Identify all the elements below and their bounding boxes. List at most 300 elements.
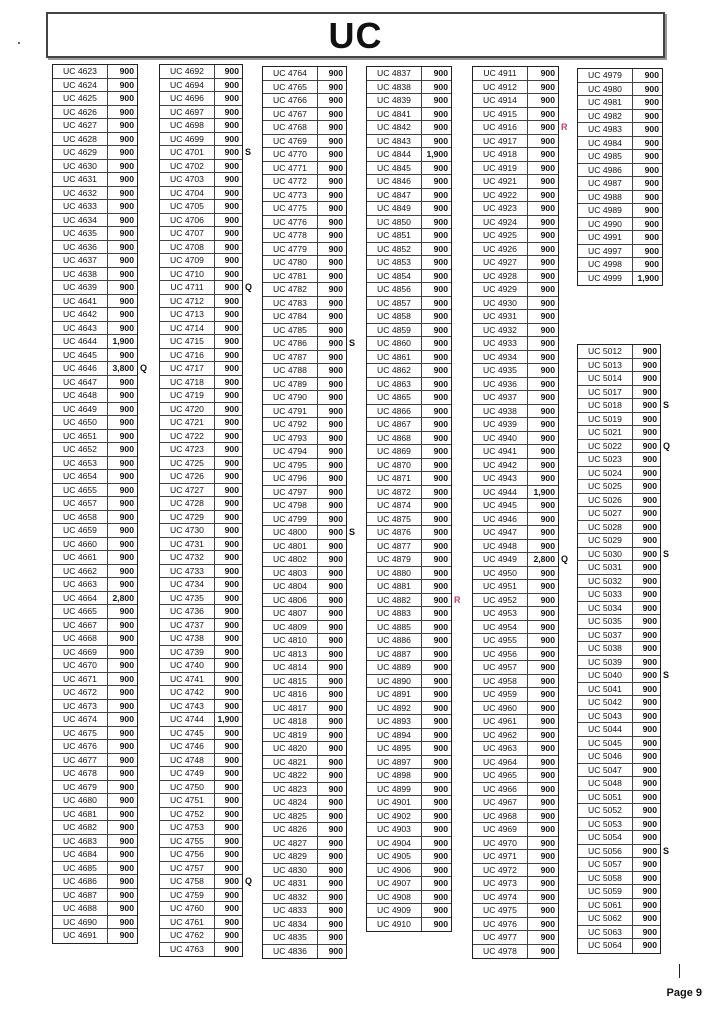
uc-value: 900 <box>328 743 343 753</box>
uc-code: UC 4653 <box>53 457 108 470</box>
table-row <box>53 227 137 241</box>
uc-code: UC 4842 <box>367 121 422 134</box>
uc-value: 900 <box>642 818 657 829</box>
uc-code: UC 4838 <box>367 81 422 94</box>
uc-code: UC 4749 <box>160 767 215 780</box>
uc-code: UC 4745 <box>160 727 215 740</box>
uc-code: UC 4983 <box>578 123 633 136</box>
table-row <box>367 472 451 486</box>
uc-code: UC 4924 <box>473 216 528 229</box>
uc-value: 900 <box>644 178 659 188</box>
table-row <box>263 94 346 108</box>
uc-value: 900 <box>540 122 555 132</box>
table-row <box>578 521 660 535</box>
uc-table <box>472 66 559 959</box>
table-row <box>367 283 451 297</box>
table-row <box>263 607 346 621</box>
uc-code: UC 4663 <box>53 578 108 591</box>
table-row <box>578 123 662 137</box>
uc-code: UC 4910 <box>367 918 422 932</box>
uc-value: 900 <box>328 648 343 659</box>
table-row <box>578 399 660 413</box>
table-row <box>160 227 242 241</box>
uc-code: UC 4889 <box>367 661 422 674</box>
uc-value: 900 <box>433 918 448 929</box>
uc-code: UC 4662 <box>53 565 108 578</box>
uc-value: 900 <box>642 494 657 505</box>
uc-code: UC 4871 <box>367 472 422 485</box>
table-row <box>53 592 137 606</box>
table-row <box>160 160 242 174</box>
uc-code: UC 4934 <box>473 351 528 364</box>
uc-value: 900 <box>328 68 343 78</box>
table-row <box>53 484 137 498</box>
uc-value: 900 <box>540 918 555 929</box>
uc-code: UC 4688 <box>53 902 108 915</box>
uc-code: UC 5022 <box>578 440 633 453</box>
table-row <box>473 418 558 432</box>
uc-value: 900 <box>328 459 343 470</box>
row-annotation-mark: Q <box>140 363 148 373</box>
uc-code: UC 4922 <box>473 189 528 202</box>
uc-value: 900 <box>644 259 659 269</box>
uc-value: 900 <box>540 689 555 699</box>
uc-code: UC 4846 <box>367 175 422 188</box>
table-row <box>53 173 137 187</box>
uc-code: UC 4845 <box>367 162 422 175</box>
uc-code: UC 4980 <box>578 83 633 96</box>
uc-code: UC 4746 <box>160 740 215 753</box>
table-row <box>53 578 137 592</box>
uc-value: 900 <box>224 174 239 184</box>
uc-code: UC 4918 <box>473 148 528 161</box>
uc-value: 900 <box>433 851 448 861</box>
uc-value: 900 <box>119 444 134 454</box>
uc-code: UC 4954 <box>473 621 528 634</box>
uc-value: 900 <box>540 149 555 159</box>
uc-value: 900 <box>224 876 239 886</box>
uc-value: 900 <box>119 538 134 549</box>
uc-code: UC 4674 <box>53 713 108 726</box>
uc-value: 900 <box>328 918 343 929</box>
table-row <box>53 740 137 754</box>
table-row <box>160 65 242 79</box>
table-row <box>367 594 451 608</box>
uc-code: UC 4806 <box>263 594 318 607</box>
table-row <box>263 283 346 297</box>
uc-code: UC 4854 <box>367 270 422 283</box>
uc-code: UC 4791 <box>263 405 318 418</box>
uc-value: 900 <box>328 365 343 375</box>
uc-value: 900 <box>540 743 555 753</box>
table-row <box>53 862 137 876</box>
uc-value: 900 <box>119 376 134 387</box>
uc-value: 900 <box>224 457 239 468</box>
uc-value: 900 <box>540 905 555 915</box>
uc-value: 900 <box>119 781 134 792</box>
uc-value: 900 <box>224 889 239 900</box>
table-row <box>263 189 346 203</box>
row-annotation-mark: S <box>663 548 670 559</box>
uc-value: 900 <box>119 930 134 940</box>
uc-code: UC 4863 <box>367 378 422 391</box>
uc-code: UC 4982 <box>578 110 633 123</box>
uc-code: UC 4967 <box>473 796 528 809</box>
table-row <box>53 133 137 147</box>
uc-value: 900 <box>224 768 239 778</box>
uc-value: 900 <box>328 797 343 807</box>
table-row <box>160 92 242 106</box>
table-row <box>263 702 346 716</box>
uc-value: 900 <box>433 405 448 416</box>
uc-code: UC 4832 <box>263 891 318 904</box>
uc-value: 900 <box>433 878 448 888</box>
uc-value: 900 <box>224 282 239 292</box>
uc-code: UC 4837 <box>367 67 422 80</box>
table-row <box>160 349 242 363</box>
uc-value: 900 <box>119 228 134 238</box>
uc-code: UC 5033 <box>578 588 633 601</box>
uc-value: 900 <box>224 916 239 927</box>
uc-code: UC 4973 <box>473 877 528 890</box>
uc-code: UC 5043 <box>578 710 633 723</box>
uc-value: 900 <box>540 68 555 78</box>
table-row <box>263 256 346 270</box>
uc-code: UC 4893 <box>367 715 422 728</box>
uc-code: UC 4978 <box>473 945 528 959</box>
row-annotation-mark: Q <box>561 554 569 564</box>
uc-value: 900 <box>433 689 448 699</box>
uc-value: 900 <box>540 675 555 686</box>
uc-value: 900 <box>433 108 448 119</box>
uc-value: 900 <box>119 754 134 765</box>
uc-value: 900 <box>540 513 555 524</box>
uc-value: 900 <box>642 926 657 937</box>
uc-value: 900 <box>119 808 134 819</box>
uc-code: UC 4852 <box>367 243 422 256</box>
table-row <box>578 534 660 548</box>
row-annotation-mark: S <box>349 527 356 537</box>
table-row <box>578 588 660 602</box>
uc-value: 900 <box>642 886 657 896</box>
table-row <box>578 272 662 286</box>
table-row <box>263 742 346 756</box>
uc-value: 900 <box>433 81 448 92</box>
uc-value: 900 <box>119 349 134 360</box>
uc-code: UC 4990 <box>578 218 633 231</box>
uc-code: UC 4899 <box>367 783 422 796</box>
table-row <box>263 162 346 176</box>
uc-code: UC 4665 <box>53 605 108 618</box>
table-row <box>578 723 660 737</box>
uc-code: UC 5063 <box>578 926 633 939</box>
uc-code: UC 4816 <box>263 688 318 701</box>
uc-code: UC 4641 <box>53 295 108 308</box>
uc-value: 900 <box>540 851 555 861</box>
uc-value: 900 <box>224 255 239 265</box>
table-row <box>263 567 346 581</box>
uc-code: UC 4725 <box>160 457 215 470</box>
uc-code: UC 4755 <box>160 835 215 848</box>
table-row <box>473 931 558 945</box>
uc-code: UC 4908 <box>367 891 422 904</box>
uc-code: UC 4869 <box>367 445 422 458</box>
table-row <box>53 443 137 457</box>
table-row <box>578 683 660 697</box>
table-row <box>160 565 242 579</box>
table-row <box>263 769 346 783</box>
uc-code: UC 4904 <box>367 837 422 850</box>
uc-value: 900 <box>540 365 555 375</box>
table-row <box>53 106 137 120</box>
table-row <box>367 202 451 216</box>
uc-code: UC 4645 <box>53 349 108 362</box>
uc-code: UC 4998 <box>578 258 633 271</box>
uc-value: 900 <box>433 351 448 362</box>
table-row <box>160 214 242 228</box>
table-row <box>263 648 346 662</box>
uc-code: UC 4739 <box>160 646 215 659</box>
uc-code: UC 4767 <box>263 108 318 121</box>
table-row <box>53 767 137 781</box>
table-row <box>473 189 558 203</box>
table-row <box>160 511 242 525</box>
uc-value: 900 <box>433 675 448 686</box>
uc-value: 900 <box>119 862 134 873</box>
uc-code: UC 4925 <box>473 229 528 242</box>
table-row <box>367 729 451 743</box>
uc-value: 900 <box>540 405 555 416</box>
table-row <box>160 821 242 835</box>
uc-value: 900 <box>224 309 239 319</box>
uc-value: 900 <box>540 297 555 308</box>
uc-code: UC 4877 <box>367 540 422 553</box>
uc-value: 900 <box>224 147 239 157</box>
table-row <box>53 389 137 403</box>
table-row <box>578 602 660 616</box>
uc-code: UC 4687 <box>53 889 108 902</box>
table-row <box>263 148 346 162</box>
table-row <box>53 308 137 322</box>
uc-code: UC 5031 <box>578 561 633 574</box>
uc-code: UC 4891 <box>367 688 422 701</box>
table-row <box>367 364 451 378</box>
uc-code: UC 4702 <box>160 160 215 173</box>
uc-value: 900 <box>224 201 239 211</box>
uc-value: 900 <box>540 338 555 348</box>
uc-code: UC 4818 <box>263 715 318 728</box>
table-row <box>263 459 346 473</box>
table-row <box>367 256 451 270</box>
uc-value: 900 <box>328 608 343 618</box>
table-row <box>473 715 558 729</box>
uc-code: UC 4696 <box>160 92 215 105</box>
uc-value: 900 <box>224 322 239 333</box>
table-row <box>473 621 558 635</box>
uc-value: 900 <box>540 446 555 456</box>
table-row <box>53 727 137 741</box>
uc-code: UC 4851 <box>367 229 422 242</box>
uc-value: 900 <box>119 471 134 481</box>
table-row <box>367 216 451 230</box>
table-row <box>473 256 558 270</box>
uc-code: UC 5054 <box>578 831 633 844</box>
table-row <box>367 688 451 702</box>
table-row <box>473 486 558 500</box>
table-row <box>473 675 558 689</box>
uc-code: UC 4985 <box>578 150 633 163</box>
uc-code: UC 4744 <box>160 713 215 726</box>
uc-code: UC 4876 <box>367 526 422 539</box>
uc-value: 900 <box>119 322 134 333</box>
uc-value: 900 <box>119 133 134 144</box>
uc-code: UC 4859 <box>367 324 422 337</box>
table-row <box>473 837 558 851</box>
uc-code: UC 4939 <box>473 418 528 431</box>
table-row <box>263 661 346 675</box>
uc-code: UC 5019 <box>578 413 633 426</box>
table-row <box>160 254 242 268</box>
uc-value: 900 <box>328 149 343 159</box>
uc-code: UC 4697 <box>160 106 215 119</box>
uc-code: UC 4647 <box>53 376 108 389</box>
table-row <box>160 322 242 336</box>
uc-value: 900 <box>328 824 343 834</box>
uc-code: UC 4931 <box>473 310 528 323</box>
table-row <box>263 202 346 216</box>
uc-code: UC 4914 <box>473 94 528 107</box>
uc-value: 900 <box>540 351 555 362</box>
uc-value: 900 <box>433 608 448 618</box>
uc-code: UC 4906 <box>367 864 422 877</box>
table-row <box>473 850 558 864</box>
table-row <box>53 295 137 309</box>
uc-value: 900 <box>328 257 343 267</box>
uc-code: UC 4952 <box>473 594 528 607</box>
table-row <box>578 710 660 724</box>
uc-value: 900 <box>328 594 343 605</box>
uc-code: UC 4793 <box>263 432 318 445</box>
table-row <box>263 499 346 513</box>
table-row <box>53 65 137 79</box>
uc-code: UC 4768 <box>263 121 318 134</box>
uc-code: UC 5044 <box>578 723 633 736</box>
uc-code: UC 4819 <box>263 729 318 742</box>
table-row <box>160 835 242 849</box>
uc-value: 1,900 <box>426 149 448 159</box>
uc-code: UC 4649 <box>53 403 108 416</box>
uc-code: UC 4940 <box>473 432 528 445</box>
uc-value: 900 <box>540 891 555 902</box>
uc-code: UC 4835 <box>263 931 318 944</box>
table-row <box>263 391 346 405</box>
uc-value: 900 <box>224 160 239 171</box>
table-row <box>578 137 662 151</box>
uc-code: UC 4731 <box>160 538 215 551</box>
uc-code: UC 4684 <box>53 848 108 861</box>
table-row <box>160 943 242 957</box>
uc-value: 900 <box>328 540 343 551</box>
table-row <box>160 646 242 660</box>
uc-code: UC 5040 <box>578 669 633 682</box>
table-row <box>578 96 662 110</box>
uc-value: 900 <box>642 481 657 491</box>
uc-code: UC 5025 <box>578 480 633 493</box>
uc-code: UC 4923 <box>473 202 528 215</box>
uc-value: 900 <box>433 716 448 726</box>
uc-value: 900 <box>644 191 659 202</box>
uc-code: UC 4991 <box>578 231 633 244</box>
table-row <box>578 494 660 508</box>
uc-code: UC 4729 <box>160 511 215 524</box>
uc-value: 900 <box>328 216 343 227</box>
uc-value: 900 <box>540 810 555 821</box>
table-row <box>578 386 660 400</box>
uc-value: 900 <box>644 110 659 121</box>
table-row <box>367 121 451 135</box>
uc-code: UC 4733 <box>160 565 215 578</box>
uc-code: UC 4751 <box>160 794 215 807</box>
uc-code: UC 4655 <box>53 484 108 497</box>
table-row <box>578 191 662 205</box>
uc-value: 900 <box>540 257 555 267</box>
table-row <box>473 553 558 567</box>
uc-code: UC 5064 <box>578 939 633 953</box>
uc-code: UC 4703 <box>160 173 215 186</box>
uc-value: 900 <box>642 751 657 761</box>
table-row <box>473 877 558 891</box>
uc-value: 900 <box>224 349 239 360</box>
table-row <box>578 245 662 259</box>
uc-value: 900 <box>119 795 134 805</box>
uc-code: UC 4880 <box>367 567 422 580</box>
uc-code: UC 4756 <box>160 848 215 861</box>
table-row <box>578 548 660 562</box>
uc-value: 900 <box>433 338 448 348</box>
uc-value: 900 <box>328 81 343 92</box>
table-row <box>473 945 558 959</box>
table-row <box>160 173 242 187</box>
uc-value: 900 <box>433 189 448 200</box>
uc-value: 900 <box>328 675 343 686</box>
uc-code: UC 4839 <box>367 94 422 107</box>
table-row <box>367 310 451 324</box>
uc-value: 900 <box>540 162 555 173</box>
table-row <box>473 364 558 378</box>
table-row <box>578 426 660 440</box>
table-row <box>53 119 137 133</box>
uc-code: UC 4779 <box>263 243 318 256</box>
uc-value: 900 <box>433 311 448 321</box>
uc-value: 900 <box>328 878 343 888</box>
uc-value: 900 <box>119 687 134 697</box>
uc-code: UC 4698 <box>160 119 215 132</box>
table-row <box>53 889 137 903</box>
uc-value: 900 <box>224 133 239 144</box>
uc-code: UC 4765 <box>263 81 318 94</box>
table-row <box>473 607 558 621</box>
uc-value: 900 <box>540 473 555 483</box>
table-row <box>578 845 660 859</box>
uc-code: UC 4936 <box>473 378 528 391</box>
table-row <box>160 929 242 943</box>
uc-code: UC 4770 <box>263 148 318 161</box>
uc-code: UC 4716 <box>160 349 215 362</box>
uc-value: 900 <box>433 891 448 902</box>
uc-value: 900 <box>328 716 343 726</box>
uc-code: UC 5026 <box>578 494 633 507</box>
uc-code: UC 4853 <box>367 256 422 269</box>
